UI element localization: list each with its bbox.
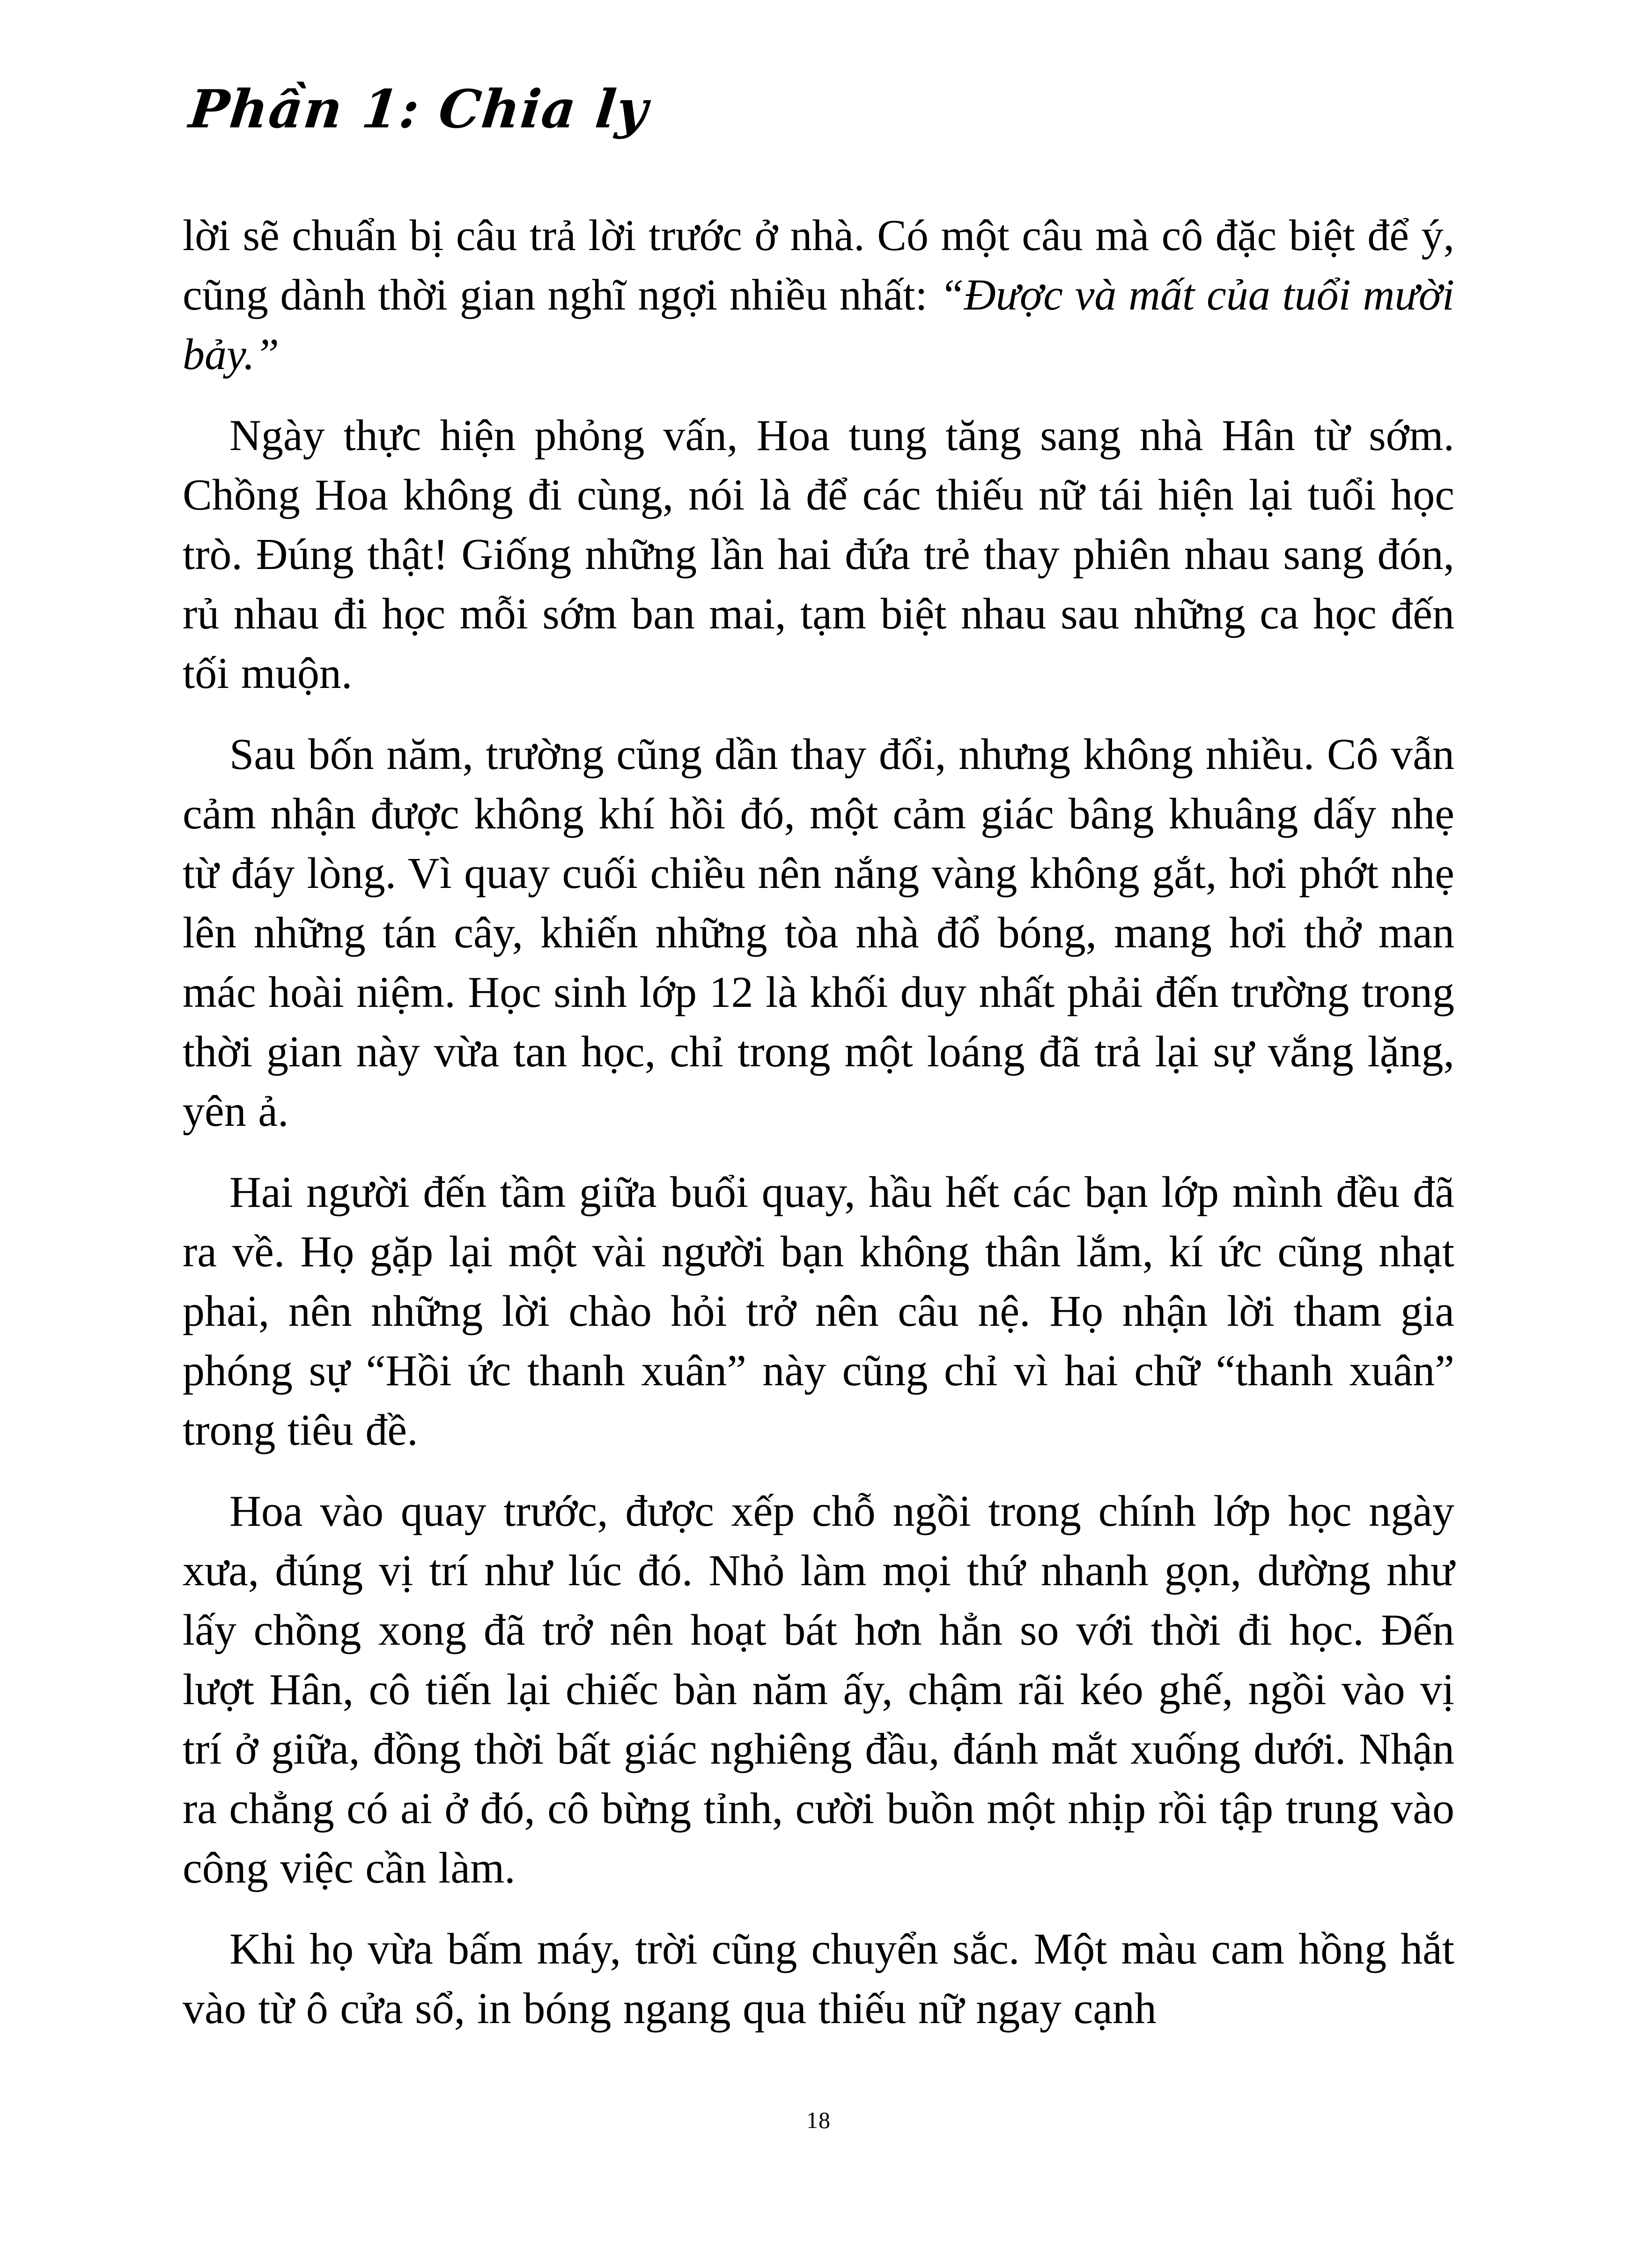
paragraph [183,206,1454,384]
text-segment: Sau bốn năm, trường cũng dần thay đổi, nhưng không nhiều. Cô vẫn cảm nhận được không khí hồi đó, một cảm giác bâng khuâng dấy nhẹ từ đáy lòng. Vì quay cuối chiều nên nắng vàng không gắt, hơi phớt nhẹ lên những tán cây, khiến những tòa nhà đổ bóng, mang hơi thở man mác hoài niệm. Học sinh lớp 12 là khối duy nhất phải đến trường trong thời gian này vừa tan học, chỉ trong một loáng đã trả lại sự vắng lặng, yên ả. [183,730,1454,1136]
text-segment: Ngày thực hiện phỏng vấn, Hoa tung tăng sang nhà Hân từ sớm. Chồng Hoa không đi cùng, nói là để các thiếu nữ tái hiện lại tuổi học trò. Đúng thật! Giống những lần hai đứa trẻ thay phiên nhau sang đón, rủ nhau đi học mỗi sớm ban mai, tạm biệt nhau sau những ca học đến tối muộn. [183,411,1454,698]
text-segment: Khi họ vừa bấm máy, trời cũng chuyển sắc. Một màu cam hồng hắt vào từ ô cửa sổ, in bóng ngang qua thiếu nữ ngay cạnh [183,1925,1454,2033]
italic-text-segment: “Được và mất của tuổi mười bảy.” [183,271,1454,379]
paragraph [183,1482,1454,1898]
text-segment: Hai người đến tầm giữa buổi quay, hầu hết các bạn lớp mình đều đã ra về. Họ gặp lại một vài người bạn không thân lắm, kí ức cũng nhạt phai, nên những lời chào hỏi trở nên câu nệ. Họ nhận lời tham gia phóng sự “Hồi ức thanh xuân” này cũng chỉ vì hai chữ “thanh xuân” trong tiêu đề. [183,1168,1454,1455]
text-segment: lời sẽ chuẩn bị câu trả lời trước ở nhà. Có một câu mà cô đặc biệt để ý, cũng dành thời gian nghĩ ngợi nhiều nhất: [183,211,1454,319]
paragraph [183,725,1454,1141]
text-segment: Hoa vào quay trước, được xếp chỗ ngồi trong chính lớp học ngày xưa, đúng vị trí như lúc đó. Nhỏ làm mọi thứ nhanh gọn, dường như lấy chồng xong đã trở nên hoạt bát hơn hẳn so với thời đi học. Đến lượt Hân, cô tiến lại chiếc bàn năm ấy, chậm rãi kéo ghế, ngồi vào vị trí ở giữa, đồng thời bất giác nghiêng đầu, đánh mắt xuống dưới. Nhận ra chẳng có ai ở đó, cô bừng tỉnh, cười buồn một nhịp rồi tập trung vào công việc cần làm. [183,1487,1454,1892]
body-text-container [183,206,1454,2060]
paragraph [183,406,1454,703]
paragraph [183,1163,1454,1460]
page-number: 18 [806,2107,831,2133]
paragraph [183,1920,1454,2039]
running-header: Phần 1: Chia ly [186,79,651,140]
